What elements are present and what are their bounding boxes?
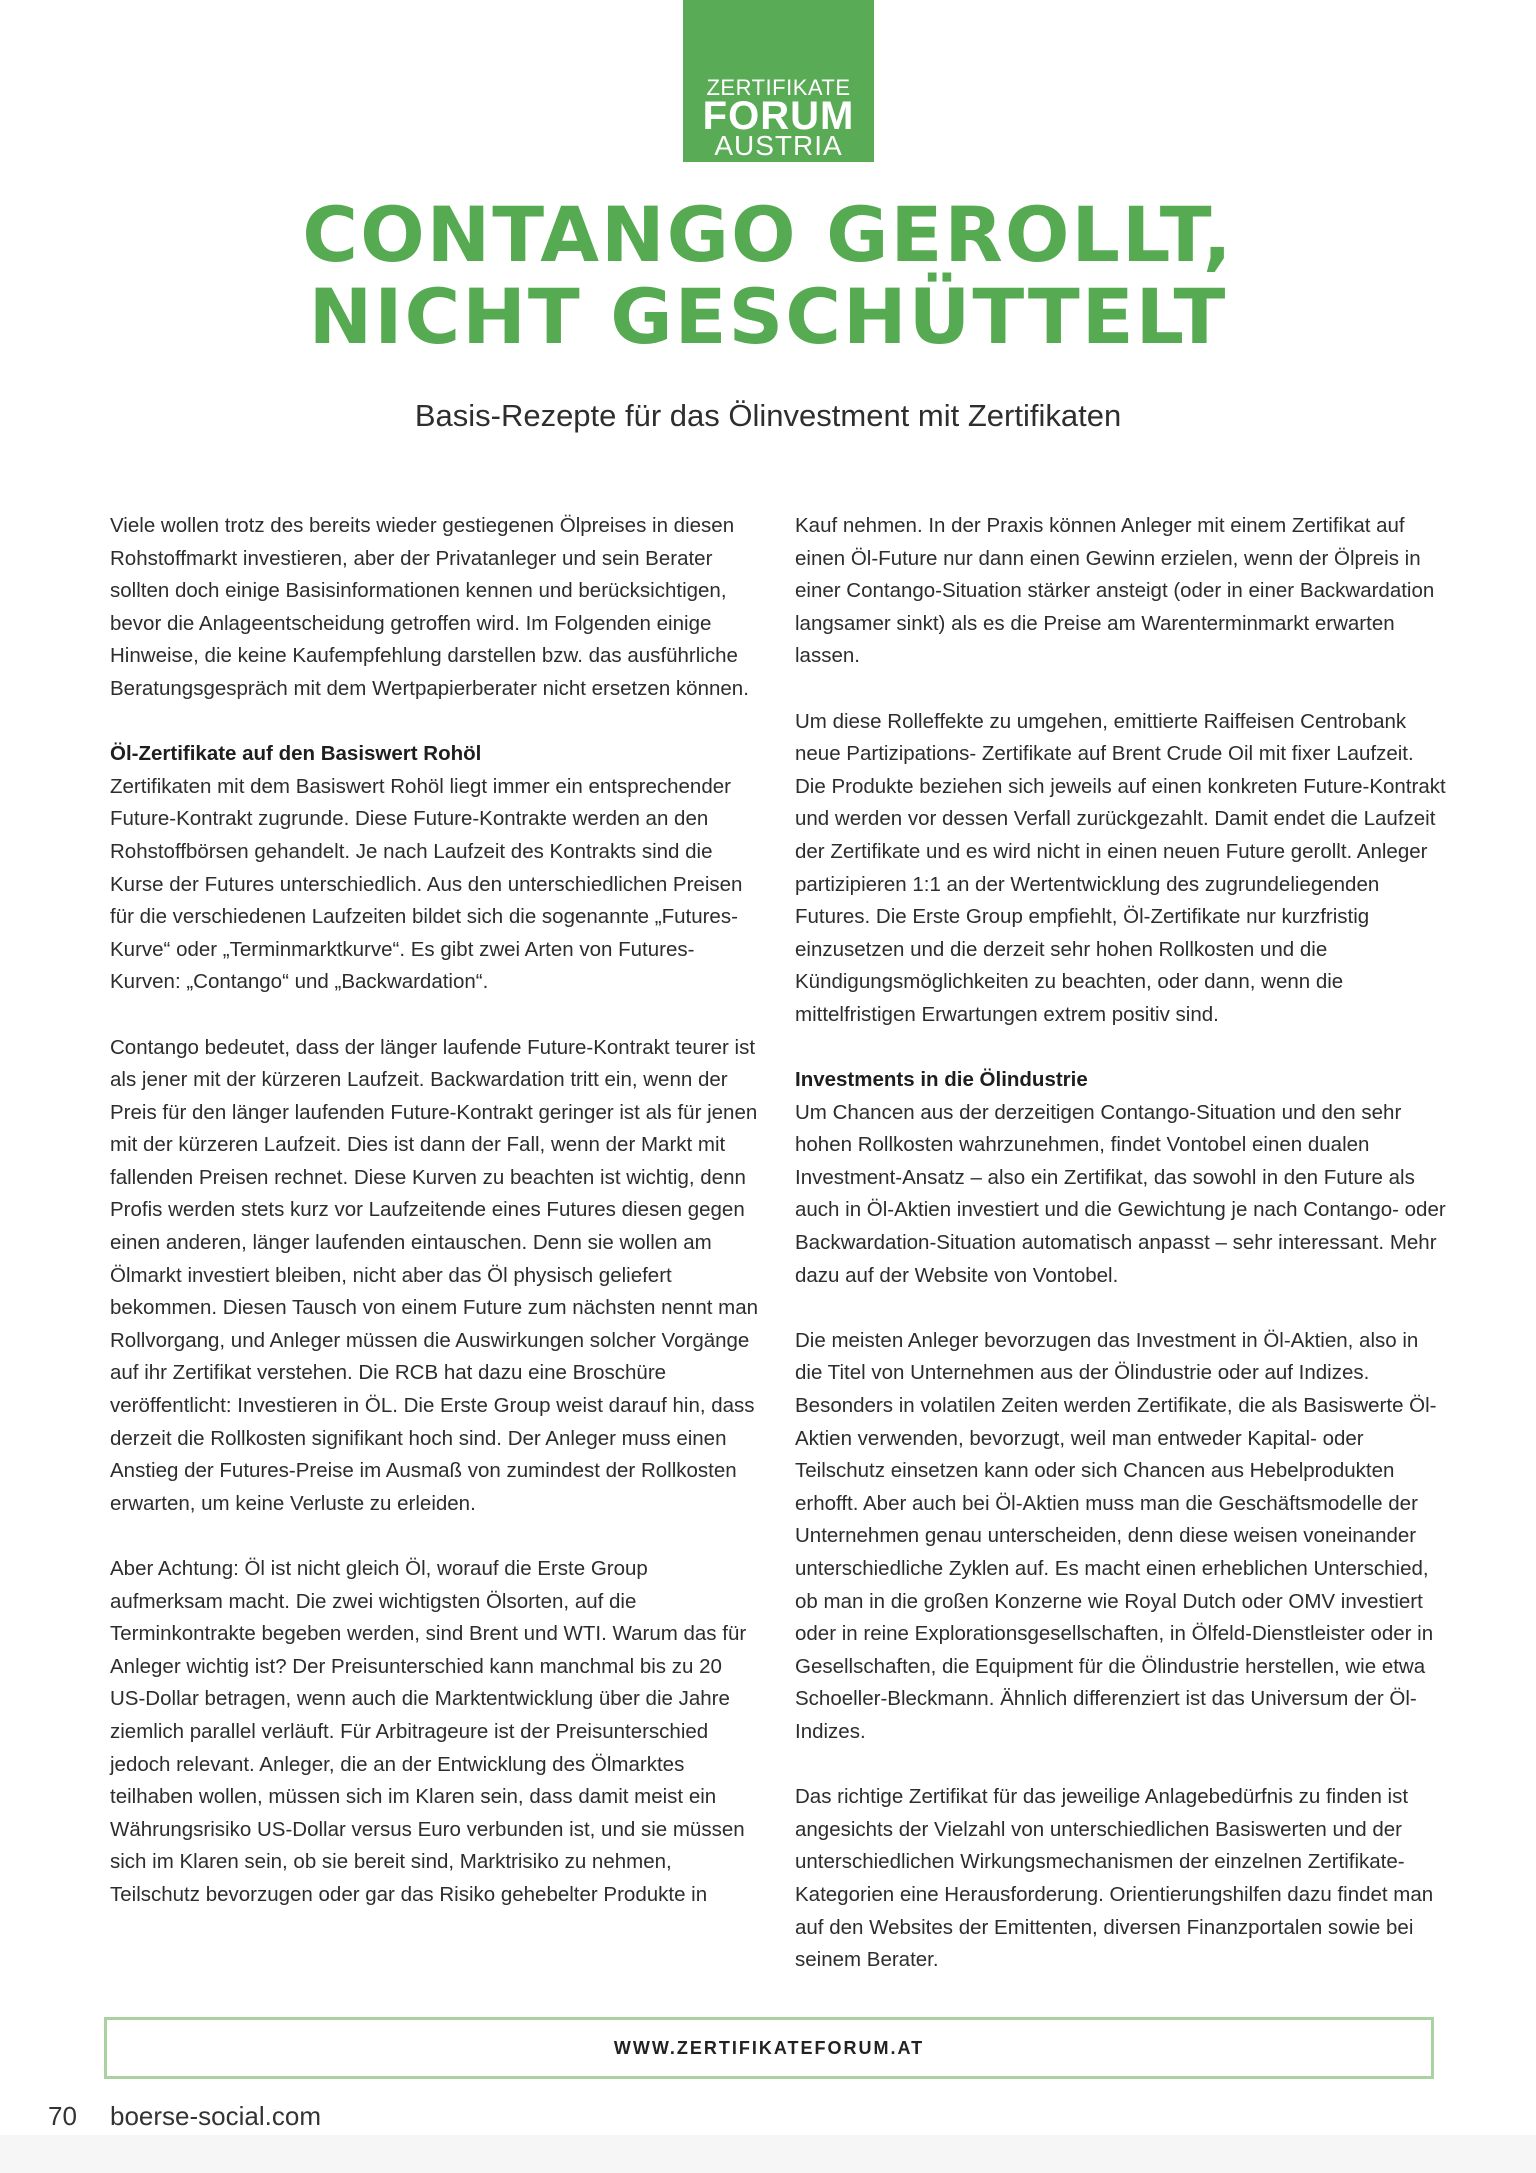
body-paragraph: Zertifikaten mit dem Basiswert Rohöl liegt immer ein entsprechender Future-Kontrakt zugrunde. Diese Future-Kontrakte werden an den Rohstoffbörsen gehandelt. Je nach Laufzeit des Kontrakts sind die Kurse der Futures unterschiedlich. Aus den unterschiedlichen Preisen für die verschiedenen Laufzeiten bildet sich die sogenannte „Futures-Kurve“ oder „Terminmarktkurve“. Es gibt zwei Arten von Futures-Kurven: „Contango“ und „Backwardation“. <box>110 774 743 994</box>
logo-line-zertifikate: ZERTIFIKATE <box>706 75 851 100</box>
publication-name: boerse-social.com <box>110 2101 321 2131</box>
body-paragraph: Die meisten Anleger bevorzugen das Investment in Öl-Aktien, also in die Titel von Unternehmen aus der Ölindustrie oder auf Indizes. Besonders in volatilen Zeiten werden Zertifikate, die als Basiswerte Öl-Aktien verwenden, bevorzugt, weil man entweder Kapital- oder Teilschutz einsetzen kann oder sich Chancen aus Hebelprodukten erhofft. Aber auch bei Öl-Aktien muss man die Geschäftsmodelle der Unternehmen genau unterscheiden, denn diese weisen voneinander unterschiedliche Zyklen auf. Es macht einen erheblichen Unterschied, ob man in die großen Konzerne wie Royal Dutch oder OMV investiert oder in reine Explorationsgesellschaften, in Ölfeld-Dienstleister oder in Gesellschaften, die Equipment für die Ölindustrie herstellen, wie etwa Schoeller-Bleckmann. Ähnlich differenziert ist das Universum der Öl-Indizes. <box>795 1328 1437 1743</box>
article-subtitle: Basis-Rezepte für das Ölinvestment mit Zertifikaten <box>414 398 1122 433</box>
page-bottom-margin <box>0 2135 1536 2173</box>
body-paragraph: Um diese Rolleffekte zu umgehen, emittierte Raiffeisen Centrobank neue Partizipations- Zertifikate auf Brent Crude Oil mit fixer Laufzeit. Die Produkte beziehen sich jeweils auf einen konkreten Future-Kontrakt und werden vor dessen Verfall zurückgezahlt. Damit endet die Laufzeit der Zertifikate und es wird nicht in einen neuen Future gerollt. Anleger partizipieren 1:1 an der Wertentwicklung des zugrundeliegenden Futures. Die Erste Group empfiehlt, Öl-Zertifikate nur kurzfristig einzusetzen und die derzeit sehr hohen Rollkosten und die Kündigungsmöglichkeiten zu beachten, oder dann, wenn die mittelfristigen Erwartungen extrem positiv sind. <box>795 709 1446 1026</box>
logo-line-austria: AUSTRIA <box>714 130 843 161</box>
intro-paragraph: Viele wollen trotz des bereits wieder gestiegenen Ölpreises in diesen Rohstoffmarkt investieren, aber der Privatanleger und sein Berater sollten doch einige Basisinformationen kennen und berücksichtigen, bevor die Anlageentscheidung getroffen wird. Im Folgenden einige Hinweise, die keine Kaufempfehlung darstellen bzw. das ausführliche Beratungsgespräch mit dem Wertpapierberater nicht ersetzen können. <box>110 514 749 700</box>
right-column <box>795 510 1450 2009</box>
logo-line-forum: FORUM <box>702 94 855 138</box>
zertifikate-forum-austria-logo <box>683 0 874 162</box>
article-title-line-1: CONTANGO GEROLLT, <box>302 190 1234 279</box>
article-title-line-2: NICHT GESCHÜTTELT <box>308 272 1228 361</box>
body-paragraph: Aber Achtung: Öl ist nicht gleich Öl, worauf die Erste Group aufmerksam macht. Die zwei wichtigsten Ölsorten, auf die Terminkontrakte begeben werden, sind Brent und WTI. Warum das für Anleger wichtig ist? Der Preisunterschied kann manchmal bis zu 20 US-Dollar betragen, wenn auch die Marktentwicklung über die Jahre ziemlich parallel verläuft. Für Arbitrageure ist der Preisunterschied jedoch relevant. Anleger, die an der Entwicklung des Ölmarktes teilhaben wollen, müssen sich im Klaren sein, dass damit meist ein Währungsrisiko US-Dollar versus Euro verbunden ist, und sie müssen sich im Klaren sein, ob sie bereit sind, Marktrisiko zu nehmen, Teilschutz bevorzugen oder gar das Risiko gehebelter Produkte in <box>110 1557 747 1906</box>
body-paragraph: Contango bedeutet, dass der länger laufende Future-Kontrakt teurer ist als jener mit der kürzeren Laufzeit. Backwardation tritt ein, wenn der Preis für den länger laufenden Future-Kontrakt geringer ist als für jenen mit der kürzeren Laufzeit. Dies ist dann der Fall, wenn der Markt mit fallenden Preisen rechnet. Diese Kurven zu beachten ist wichtig, denn Profis werden stets kurz vor Laufzeitende eines Futures diesen gegen einen anderen, länger laufenden eintauschen. Denn sie wollen am Ölmarkt investiert bleiben, nicht aber das Öl physisch geliefert bekommen. Diesen Tausch von einem Future zum nächsten nennt man Rollvorgang, und Anleger müssen die Auswirkungen solcher Vorgänge auf ihr Zertifikat verstehen. Die RCB hat dazu eine Broschüre veröffentlicht: Investieren in ÖL. Die Erste Group weist darauf hin, dass derzeit die Rollkosten signifikant hoch sind. Der Anleger muss einen Anstieg der Futures-Preise im Ausmaß von zumindest der Rollkosten erwarten, um keine Verluste zu erleiden. <box>110 1035 759 1515</box>
article-title <box>0 190 1536 361</box>
section-heading-oel-zertifikate: Öl-Zertifikate auf den Basiswert Rohöl <box>110 742 482 766</box>
website-banner <box>104 2017 1434 2079</box>
body-paragraph: Kauf nehmen. In der Praxis können Anleger mit einem Zertifikat auf einen Öl-Future nur dann einen Gewinn erzielen, wenn der Ölpreis in einer Contango-Situation stärker ansteigt (oder in einer Backwardation langsamer sinkt) als es die Preise am Warenterminmarkt erwarten lassen. <box>795 514 1435 668</box>
page-number: 70 <box>48 2101 77 2131</box>
zertifikateforum-website-link[interactable]: WWW.ZERTIFIKATEFORUM.AT <box>613 2037 925 2058</box>
body-paragraph: Um Chancen aus der derzeitigen Contango-Situation und den sehr hohen Rollkosten wahrzunehmen, findet Vontobel einen dualen Investment-Ansatz – also ein Zertifikat, das sowohl in den Future als auch in Öl-Aktien investiert und die Gewichtung je nach Contango- oder Backwardation-Situation automatisch anpasst – sehr interessant. Mehr dazu auf der Website von Vontobel. <box>795 1100 1446 1287</box>
left-column <box>110 510 760 1944</box>
section-heading-oelindustrie: Investments in die Ölindustrie <box>795 1068 1088 1092</box>
body-paragraph: Das richtige Zertifikat für das jeweilige Anlagebedürfnis zu finden ist angesichts der Vielzahl von unterschiedlichen Basiswerten und der unterschiedlichen Wirkungsmechanismen der einzelnen Zertifikate-Kategorien eine Herausforderung. Orientierungshilfen dazu findet man auf den Websites der Emittenten, diversen Finanzportalen sowie bei seinem Berater. <box>795 1785 1434 1972</box>
